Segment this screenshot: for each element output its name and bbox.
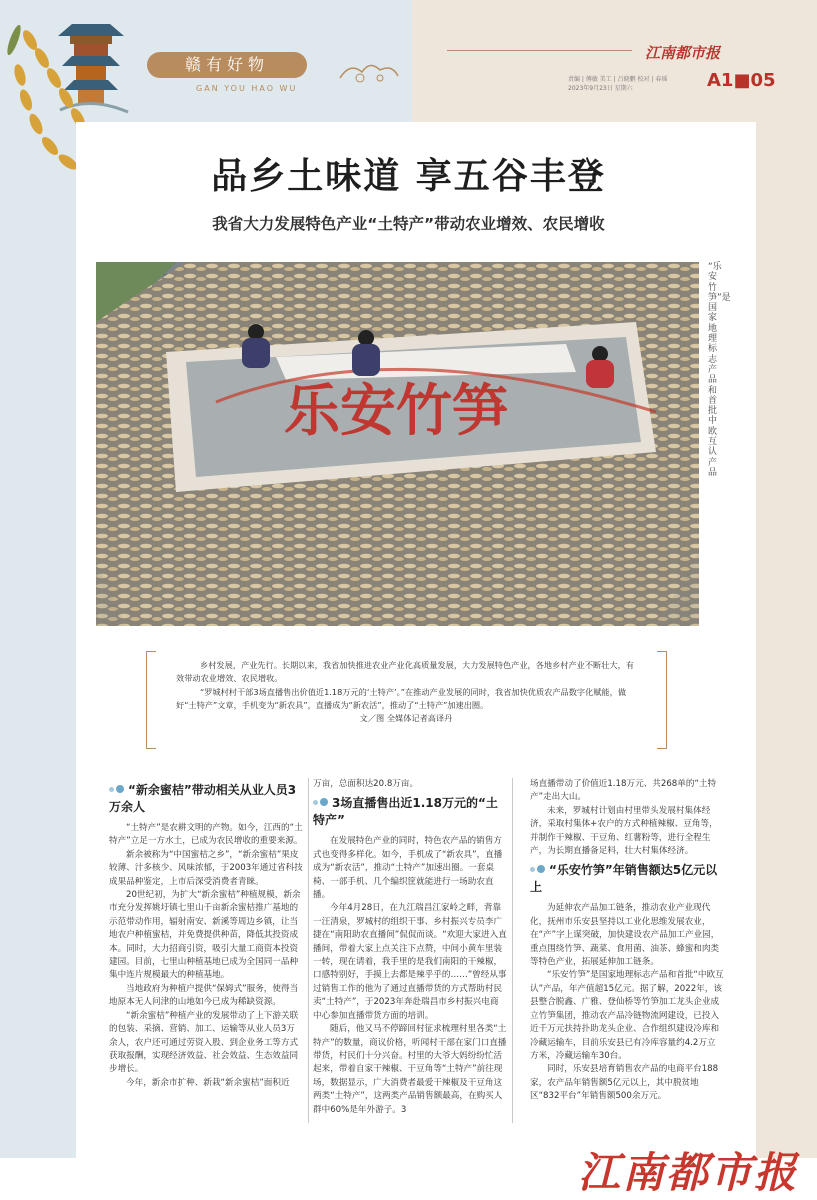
cloud-ornament-icon: [336, 58, 402, 86]
body-paragraph: 为延伸农产品加工链条，推动农业产业现代化，抚州市乐安县坚持以工业化思维发展农业，在“产”字上谋突破，加快建设农产品加工产业园，重点围绕竹笋、蔬菜、食用菌、油茶、蜂蜜和肉类等特色产业，拓展延伸加工链条。: [530, 903, 720, 968]
section-label: 赣有好物: [147, 52, 307, 78]
intro-paragraph: 乡村发展，产业先行。长期以来，我省加快推进农业产业化高质量发展，大力发展特色产业，各地乡村产业不断壮大，有效带动农业增效、农民增收。: [176, 660, 634, 684]
photo-caption: “乐安竹笋”是国家地理标志产品和首批中欧互认产品: [708, 262, 731, 478]
editor-credits: 责编 | 傅敏 美工 | 吕晓鹏 校对 | 春瑶: [568, 76, 668, 83]
bullet-dot-icon: [530, 867, 535, 872]
bullet-dot-icon: [116, 785, 124, 793]
page-number: A1■05: [707, 70, 776, 91]
body-paragraph: 未来，罗城村计划由村里带头发展村集体经济，采取村集体+农户的方式种植辣椒、豆角等，并制作干辣椒、干豆角、红薯粉等，进行全程生产，为长期直播备足料，壮大村集体经济。: [530, 805, 718, 857]
body-paragraph: “土特产”是农耕文明的产物。如今，江西的“土特产”立足一方水土，已成为农民增收的重要来源。: [109, 823, 303, 847]
article-column-1: [109, 778, 303, 1090]
bullet-dot-icon: [313, 800, 318, 805]
body-paragraph: 万亩，总面积达20.8万亩。: [313, 779, 419, 789]
bullet-dot-icon: [537, 865, 545, 873]
body-paragraph: 场直播带动了价值近1.18万元、共268单的“土特产”走出大山。: [530, 779, 717, 803]
body-paragraph: 今年4月28日，在九江瑞昌江家岭之畔，背靠一汪清泉，罗城村的组织干事、乡村振兴专员李广捷在“南阳助农直播间”侃侃而谈。“欢迎大家进入直播间，带着大家上点关注下点赞，中间小黄车里装一转，现在请着，我手里的是我们南阳的干辣椒，口感特别好，手摸上去都是辣乎乎的……”曾经从事过销售工作的他为了通过直播带货的方式帮助村民卖“土特产”，于2023年奔赴瑞昌市乡村振兴电商中心参加直播带货方面的培训。: [313, 903, 507, 1021]
column-divider: [512, 778, 513, 1123]
byline: 文／图 全媒体记者高译丹: [359, 713, 453, 724]
section-heading: “新余蜜桔”带动相关从业人员3万余人: [109, 783, 297, 814]
article-column-3: [530, 778, 724, 1104]
intro-paragraph: “罗城村村干部3场直播售出价值近1.18万元的‘土特产’。”在推动产业发展的同时，我省加快优质农产品数字化赋能，做好“土特产”文章，手机变为“新农具”，直播成为“新农活”，推动了“土特产”加速出圈。: [176, 686, 627, 710]
body-paragraph: 随后，他又马不停蹄回村征求梳理村里各类“土特产”的数量，商议价格，听闻村干部在家门口直播带货，村民们十分兴奋。村里的大爷大妈纷纷忙活起来，带着自家干辣椒、干豆角等“土特产”前往现场，数据显示，广大消费者最爱干辣椒及干豆角这两类“土特产”，这两类产品销售额最高，在购买人群中60%是年外游子。3: [313, 1024, 507, 1115]
body-paragraph: 今年，新余市扩种、新栽“新余蜜桔”面积近: [126, 1077, 290, 1088]
aerial-photo: [96, 262, 699, 626]
body-paragraph: 20世纪初，为扩大“新余蜜桔”种植规模，新余市充分发挥姚圩镇七里山千亩新余蜜桔推广基地的示范带动作用，辐射南安、新溪等周边乡镇，让当地农户种植蜜桔，并免费提供种苗，降低其投资成本。同时，大力招商引资，吸引大量工商资本投资建园。目前，七里山种植基地已成为全国同一品种集中连片规模最大的种植基地。: [109, 890, 301, 981]
bullet-dot-icon: [320, 798, 328, 806]
footer-brand-logo: 江南都市报: [578, 1148, 799, 1197]
section-heading: 3场直播售出近1.18万元的“土特产”: [313, 796, 498, 828]
body-paragraph: “乐安竹笋”是国家地理标志产品和首批“中欧互认”产品，年产值超15亿元。据了解，2022年，该县整合脱鑫、广雅、登仙桥等竹笋加工龙头企业成立竹笋集团，推动农产品冷链物流网建设，已投入近千万元扶持扑助龙头企业、合作组织建设冷库和冷藏运输车，目前乐安县已有冷库容量约4.2万立方米，冷藏运输车30台。: [530, 970, 724, 1061]
page-subtitle: 我省大力发展特色产业“土特产”带动农业增效、农民增收: [212, 215, 605, 233]
article-column-2: [313, 778, 507, 1117]
ground-characters: 乐安竹笋: [284, 378, 508, 444]
body-paragraph: 同时，乐安县培育销售农产品的电商平台188家，农产品年销售额5亿元以上，其中脱贫地区“832平台”年销售额500余万元。: [530, 1064, 719, 1102]
body-paragraph: 在发展特色产业的同时，特色农产品的销售方式也变得多样化。如今，手机成了“新农具”，直播成为“新农活”，推动“土特产”加速出圈。一套桌椅、一部手机、几个编织筐就能进行一场助农直播。: [313, 836, 503, 901]
issue-date: 2023年9月23日 星期六: [568, 85, 633, 92]
bullet-dot-icon: [109, 787, 114, 792]
body-paragraph: 新余被称为“中国蜜桔之乡”，“新余蜜桔”果皮较薄、汁多核少、风味浓郁，于2003年通过省科技成果品种鉴定，上市后深受消费者青睐。: [109, 849, 303, 887]
page-title: 品乡土味道 享五谷丰登: [211, 155, 606, 197]
body-paragraph: “新余蜜桔”种植产业的发展带动了上下游关联的包装、采摘、营销、加工、运输等从业人员3万余人，农户还可通过劳资入股、到企业务工等方式获取报酬，实现经济效益、社会效益、生态效益同步增长。: [109, 1010, 299, 1075]
section-label-en: GAN YOU HAO WU: [196, 84, 298, 93]
section-heading: “乐安竹笋”年销售额达5亿元以上: [530, 863, 718, 895]
masthead-logo: 江南都市报: [645, 44, 721, 62]
body-paragraph: 当地政府为种植户提供“保姆式”服务，使得当地原本无人问津的山地如今已成为稀缺资源。: [109, 983, 299, 1008]
header-rule: [447, 50, 632, 51]
intro-box: [146, 651, 666, 747]
column-divider: [308, 778, 309, 1123]
